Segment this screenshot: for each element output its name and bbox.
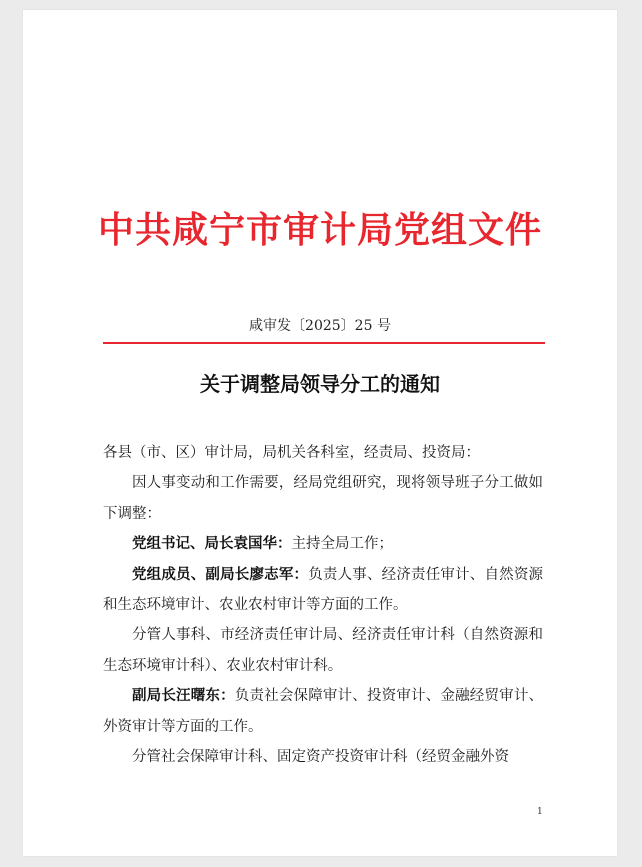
manages-paragraph: 分管社会保障审计科、固定资产投资审计科（经贸金融外资 bbox=[132, 749, 509, 766]
assignment-paragraph bbox=[103, 681, 543, 742]
manages-paragraph: 分管人事科、市经济责任审计局、经济责任审计科（自然资源和生态环境审计科）、农业农村审计科。 bbox=[103, 627, 543, 674]
document-number: 咸审发〔2025〕25 号 bbox=[249, 318, 391, 334]
assignment-role: 党组成员、副局长廖志军： bbox=[132, 565, 309, 583]
notice-title: 关于调整局领导分工的通知 bbox=[200, 372, 440, 396]
assignment-role: 副局长汪曙东： bbox=[132, 687, 235, 705]
red-divider-line bbox=[103, 342, 545, 344]
document-page bbox=[23, 10, 617, 856]
document-body bbox=[103, 438, 543, 772]
assignment-duty: 负责人事、经济责任审计、自然资源和生态环境审计、农业农村审计等方面的工作。 bbox=[103, 566, 544, 614]
assignment-paragraph bbox=[103, 560, 543, 621]
page-number: 1 bbox=[537, 807, 543, 817]
salutation: 各县（市、区）审计局，局机关各科室，经责局、投资局： bbox=[103, 445, 480, 461]
assignment-duty: 主持全局工作； bbox=[291, 536, 393, 553]
assignment-paragraph bbox=[103, 529, 543, 559]
assignment-role: 党组书记、局长袁国华： bbox=[132, 535, 292, 553]
assignment-duty: 负责社会保障审计、投资审计、金融经贸审计、外资审计等方面的工作。 bbox=[103, 688, 543, 735]
document-header-title: 中共咸宁市审计局党组文件 bbox=[97, 209, 542, 251]
intro-paragraph: 因人事变动和工作需要，经局党组研究，现将领导班子分工做如下调整： bbox=[103, 475, 543, 522]
